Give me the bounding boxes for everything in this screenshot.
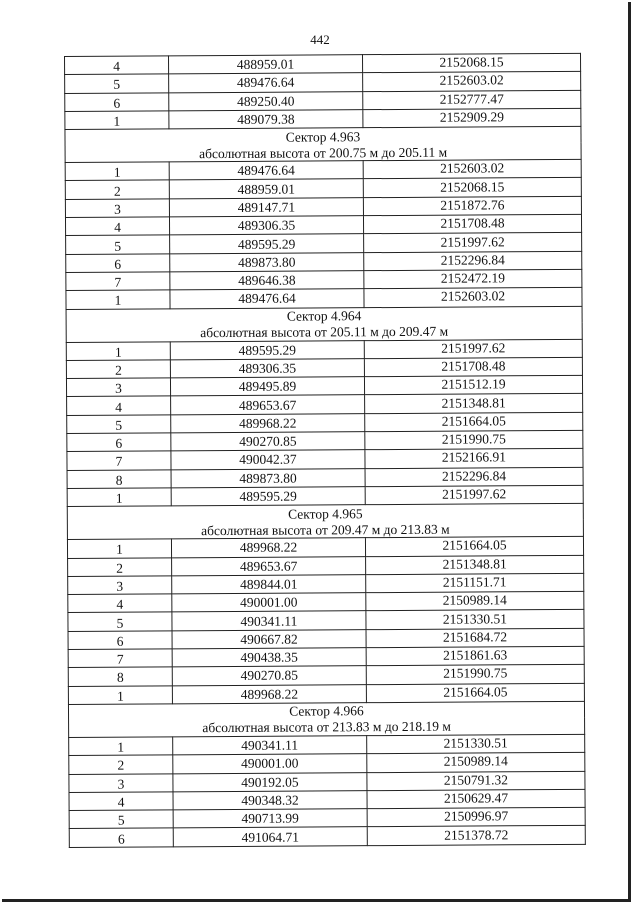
x-coordinate: 490713.99 <box>173 809 367 828</box>
y-coordinate: 2151997.62 <box>364 233 582 253</box>
coordinates-table-body <box>65 53 586 847</box>
sector-title: Сектор 4.963 <box>65 127 581 147</box>
y-coordinate: 2152068.15 <box>362 53 580 73</box>
point-number: 3 <box>69 773 173 792</box>
point-number: 4 <box>65 217 169 236</box>
sector-height: абсолютная высота от 205.11 м до 209.47 м <box>66 322 582 342</box>
y-coordinate: 2152166.91 <box>365 449 583 469</box>
y-coordinate: 2151378.72 <box>367 826 585 846</box>
page-number: 442 <box>310 32 330 47</box>
sector-title: Сектор 4.965 <box>67 504 583 524</box>
point-number: 3 <box>65 199 169 218</box>
y-coordinate: 2152296.84 <box>364 251 582 271</box>
x-coordinate: 489844.01 <box>172 574 366 593</box>
x-coordinate: 489968.22 <box>171 413 365 432</box>
x-coordinate: 490001.00 <box>173 754 367 773</box>
x-coordinate: 490192.05 <box>173 772 367 791</box>
y-coordinate: 2151348.81 <box>366 555 584 575</box>
x-coordinate: 489476.64 <box>169 161 363 180</box>
x-coordinate: 489653.67 <box>171 395 365 414</box>
point-number: 4 <box>65 56 169 75</box>
point-number: 5 <box>69 810 173 829</box>
point-number: 7 <box>68 649 172 668</box>
y-coordinate: 2151861.63 <box>366 646 584 666</box>
x-coordinate: 489595.29 <box>171 487 365 506</box>
point-number: 4 <box>67 396 171 415</box>
x-coordinate: 488959.01 <box>169 179 363 198</box>
point-number: 3 <box>68 576 172 595</box>
y-coordinate: 2152472.19 <box>364 269 582 289</box>
point-number: 1 <box>68 685 172 704</box>
table-row <box>69 826 585 847</box>
y-coordinate: 2151684.72 <box>366 628 584 648</box>
sector-height: абсолютная высота от 209.47 м до 213.83 м <box>67 520 583 540</box>
x-coordinate: 491064.71 <box>173 827 367 846</box>
y-coordinate: 2151330.51 <box>366 610 584 630</box>
point-number: 1 <box>67 539 171 558</box>
point-number: 5 <box>67 415 171 434</box>
point-number: 1 <box>66 341 170 360</box>
y-coordinate: 2152909.29 <box>363 108 581 128</box>
point-number: 4 <box>68 594 172 613</box>
point-number: 5 <box>65 74 169 93</box>
y-coordinate: 2151348.81 <box>365 394 583 414</box>
y-coordinate: 2151330.51 <box>367 734 585 754</box>
x-coordinate: 489250.40 <box>169 91 363 110</box>
point-number: 2 <box>68 557 172 576</box>
x-coordinate: 490270.85 <box>172 666 366 685</box>
y-coordinate: 2152603.02 <box>363 72 581 92</box>
point-number: 1 <box>66 290 170 309</box>
point-number: 7 <box>66 272 170 291</box>
y-coordinate: 2150996.97 <box>367 807 585 827</box>
point-number: 2 <box>65 180 169 199</box>
point-number: 6 <box>69 828 173 847</box>
y-coordinate: 2152777.47 <box>363 90 581 110</box>
point-number: 3 <box>66 378 170 397</box>
x-coordinate: 490001.00 <box>172 593 366 612</box>
coordinates-document <box>64 53 585 848</box>
point-number: 2 <box>69 755 173 774</box>
x-coordinate: 489495.89 <box>170 377 364 396</box>
point-number: 8 <box>68 667 172 686</box>
y-coordinate: 2151872.76 <box>363 196 581 216</box>
x-coordinate: 490438.35 <box>172 648 366 667</box>
x-coordinate: 490341.11 <box>172 611 366 630</box>
y-coordinate: 2150989.14 <box>366 591 584 611</box>
x-coordinate: 490341.11 <box>173 736 367 755</box>
point-number: 4 <box>69 792 173 811</box>
x-coordinate: 489476.64 <box>169 73 363 92</box>
point-number: 1 <box>69 737 173 756</box>
point-number: 7 <box>67 451 171 470</box>
x-coordinate: 489646.38 <box>170 271 364 290</box>
y-coordinate: 2151664.05 <box>365 412 583 432</box>
y-coordinate: 2150629.47 <box>367 789 585 809</box>
point-number: 6 <box>68 631 172 650</box>
y-coordinate: 2151997.62 <box>365 485 583 505</box>
x-coordinate: 489147.71 <box>169 197 363 216</box>
point-number: 1 <box>67 488 171 507</box>
y-coordinate: 2151990.75 <box>365 430 583 450</box>
point-number: 2 <box>66 360 170 379</box>
point-number: 1 <box>65 111 169 130</box>
x-coordinate: 489079.38 <box>169 110 363 129</box>
y-coordinate: 2152603.02 <box>364 288 582 308</box>
y-coordinate: 2151664.05 <box>365 537 583 557</box>
x-coordinate: 488959.01 <box>169 55 363 74</box>
x-coordinate: 489968.22 <box>171 538 365 557</box>
y-coordinate: 2151664.05 <box>366 683 584 703</box>
y-coordinate: 2151708.48 <box>363 214 581 234</box>
x-coordinate: 489653.67 <box>172 556 366 575</box>
x-coordinate: 490348.32 <box>173 790 367 809</box>
sector-title: Сектор 4.964 <box>66 306 582 326</box>
point-number: 6 <box>67 433 171 452</box>
point-number: 5 <box>66 235 170 254</box>
y-coordinate: 2151512.19 <box>364 375 582 395</box>
point-number: 6 <box>65 92 169 111</box>
y-coordinate: 2150989.14 <box>367 753 585 773</box>
y-coordinate: 2150791.32 <box>367 771 585 791</box>
x-coordinate: 490667.82 <box>172 629 366 648</box>
point-number: 8 <box>67 469 171 488</box>
sector-height: абсолютная высота от 213.83 м до 218.19 м <box>69 718 585 738</box>
x-coordinate: 490270.85 <box>171 432 365 451</box>
x-coordinate: 489306.35 <box>169 216 363 235</box>
x-coordinate: 489873.80 <box>171 468 365 487</box>
y-coordinate: 2151151.71 <box>366 573 584 593</box>
coordinates-table <box>64 53 586 848</box>
y-coordinate: 2152068.15 <box>363 178 581 198</box>
sector-title: Сектор 4.966 <box>68 701 584 721</box>
x-coordinate: 490042.37 <box>171 450 365 469</box>
x-coordinate: 489476.64 <box>170 289 364 308</box>
y-coordinate: 2151990.75 <box>366 665 584 685</box>
point-number: 6 <box>66 254 170 273</box>
x-coordinate: 489968.22 <box>172 684 366 703</box>
y-coordinate: 2152296.84 <box>365 467 583 487</box>
x-coordinate: 489873.80 <box>170 252 364 271</box>
y-coordinate: 2151708.48 <box>364 357 582 377</box>
y-coordinate: 2152603.02 <box>363 160 581 180</box>
y-coordinate: 2151997.62 <box>364 339 582 359</box>
point-number: 5 <box>68 612 172 631</box>
x-coordinate: 489595.29 <box>170 234 364 253</box>
point-number: 1 <box>65 162 169 181</box>
sector-height: абсолютная высота от 200.75 м до 205.11 м <box>65 143 581 163</box>
x-coordinate: 489306.35 <box>170 359 364 378</box>
x-coordinate: 489595.29 <box>170 340 364 359</box>
